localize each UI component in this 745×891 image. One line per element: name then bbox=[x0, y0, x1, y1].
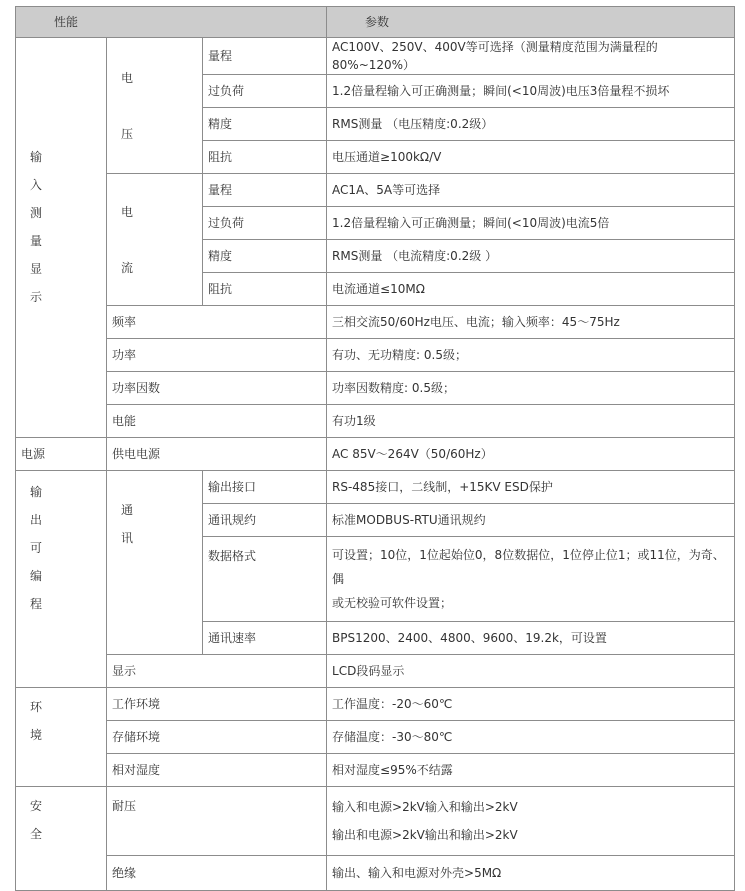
row-value: LCD段码显示 bbox=[327, 655, 735, 688]
group-power: 电源 bbox=[16, 438, 107, 471]
header-performance: 性能 bbox=[16, 7, 327, 38]
row-label: 功率 bbox=[107, 339, 327, 372]
row-value: 1.2倍量程输入可正确测量；瞬间(<10周波)电压3倍量程不损坏 bbox=[327, 75, 735, 108]
row-value: 工作温度：-20～60℃ bbox=[327, 688, 735, 721]
row-label: 绝缘 bbox=[107, 856, 327, 891]
row-value: 标准MODBUS-RTU通讯规约 bbox=[327, 504, 735, 537]
spec-table bbox=[15, 6, 735, 891]
header-row bbox=[16, 7, 735, 38]
table-row bbox=[16, 372, 735, 405]
row-value: 有功1级 bbox=[327, 405, 735, 438]
group-input-display: 输 入 测 量 显 示 bbox=[16, 38, 107, 438]
table-row bbox=[16, 405, 735, 438]
row-value: 三相交流50/60Hz电压、电流；输入频率：45～75Hz bbox=[327, 306, 735, 339]
row-value: 功率因数精度: 0.5级； bbox=[327, 372, 735, 405]
table-row bbox=[16, 38, 735, 75]
group-output-programmable: 输 出 可 编 程 bbox=[16, 471, 107, 688]
table-row bbox=[16, 688, 735, 721]
row-label: 输出接口 bbox=[203, 471, 327, 504]
row-label: 相对湿度 bbox=[107, 754, 327, 787]
row-value: 相对湿度≤95%不结露 bbox=[327, 754, 735, 787]
row-label: 存储环境 bbox=[107, 721, 327, 754]
row-label: 量程 bbox=[203, 38, 327, 75]
table-row bbox=[16, 655, 735, 688]
table-row bbox=[16, 721, 735, 754]
row-label: 精度 bbox=[203, 108, 327, 141]
row-value: 有功、无功精度: 0.5级； bbox=[327, 339, 735, 372]
row-label: 功率因数 bbox=[107, 372, 327, 405]
table-row bbox=[16, 174, 735, 207]
row-label: 量程 bbox=[203, 174, 327, 207]
row-label: 阻抗 bbox=[203, 141, 327, 174]
subgroup-current: 电 流 bbox=[107, 174, 203, 306]
table-row bbox=[16, 306, 735, 339]
group-environment: 环 境 bbox=[16, 688, 107, 787]
row-value: 输出、输入和电源对外壳>5MΩ bbox=[327, 856, 735, 891]
row-value: AC 85V～264V（50/60Hz） bbox=[327, 438, 735, 471]
row-label: 数据格式 bbox=[203, 537, 327, 622]
group-safety: 安 全 bbox=[16, 787, 107, 891]
table-row bbox=[16, 754, 735, 787]
row-value: 1.2倍量程输入可正确测量；瞬间(<10周波)电流5倍 bbox=[327, 207, 735, 240]
subgroup-voltage: 电 压 bbox=[107, 38, 203, 174]
table-row bbox=[16, 787, 735, 856]
table-row bbox=[16, 438, 735, 471]
table-row bbox=[16, 339, 735, 372]
row-label: 显示 bbox=[107, 655, 327, 688]
row-label: 过负荷 bbox=[203, 75, 327, 108]
header-parameters: 参数 bbox=[327, 7, 735, 38]
row-label: 供电电源 bbox=[107, 438, 327, 471]
table-row bbox=[16, 471, 735, 504]
row-label: 通讯速率 bbox=[203, 622, 327, 655]
row-value: 电流通道≤10MΩ bbox=[327, 273, 735, 306]
row-label: 过负荷 bbox=[203, 207, 327, 240]
row-label: 精度 bbox=[203, 240, 327, 273]
row-label: 耐压 bbox=[107, 787, 327, 856]
subgroup-comm: 通 讯 bbox=[107, 471, 203, 655]
row-value: RMS测量 （电流精度:0.2级 ） bbox=[327, 240, 735, 273]
row-label: 工作环境 bbox=[107, 688, 327, 721]
row-value: RS-485接口，二线制，+15KV ESD保护 bbox=[327, 471, 735, 504]
row-value: 输入和电源>2kV输入和输出>2kV 输出和电源>2kV输出和输出>2kV bbox=[327, 787, 735, 856]
row-value: AC1A、5A等可选择 bbox=[327, 174, 735, 207]
row-value: 电压通道≥100kΩ/V bbox=[327, 141, 735, 174]
row-value: BPS1200、2400、4800、9600、19.2k，可设置 bbox=[327, 622, 735, 655]
row-value: RMS测量 （电压精度:0.2级） bbox=[327, 108, 735, 141]
row-label: 电能 bbox=[107, 405, 327, 438]
row-label: 阻抗 bbox=[203, 273, 327, 306]
row-value: AC100V、250V、400V等可选择（测量精度范围为满量程的80%~120%） bbox=[327, 38, 735, 75]
row-value: 可设置；10位，1位起始位0，8位数据位，1位停止位1；或11位，为奇、偶 或无校验可软件设置； bbox=[327, 537, 735, 622]
row-value: 存储温度：-30～80℃ bbox=[327, 721, 735, 754]
row-label: 通讯规约 bbox=[203, 504, 327, 537]
row-label: 频率 bbox=[107, 306, 327, 339]
